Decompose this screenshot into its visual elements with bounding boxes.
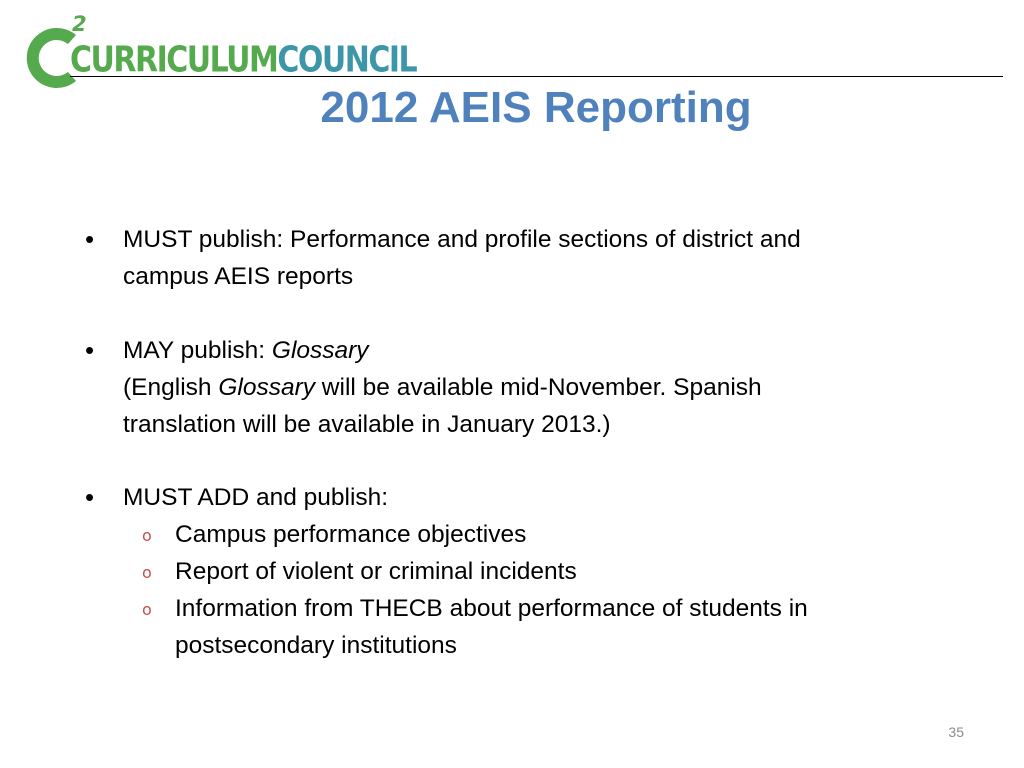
glossary-emphasis: Glossary xyxy=(271,337,369,364)
page-number: 35 xyxy=(948,724,964,740)
bullet-marker: • xyxy=(85,335,95,365)
bullet-item xyxy=(85,221,915,295)
bullet-text-segment: will be available mid-November. Spanish xyxy=(315,374,762,401)
glossary-emphasis: Glossary xyxy=(218,374,315,401)
sub-bullet-item xyxy=(123,516,915,553)
slide-title: 2012 AEIS Reporting xyxy=(320,83,752,132)
bullet-item xyxy=(85,479,915,664)
sub-bullet-item xyxy=(123,590,915,664)
logo-word-council: COUNCIL xyxy=(277,39,417,81)
sub-bullet-line: Information from THECB about performance of students in xyxy=(175,595,808,622)
sub-bullet-line: postsecondary institutions xyxy=(175,632,457,659)
bullet-text xyxy=(123,332,915,443)
sub-bullet-line: Report of violent or criminal incidents xyxy=(175,558,577,585)
bullet-line xyxy=(123,332,915,369)
sub-bullet-marker: o xyxy=(142,526,152,545)
sub-bullet-list xyxy=(123,516,915,664)
bullet-marker: • xyxy=(85,224,95,254)
bullet-line: MUST publish: Performance and profile sections of district and xyxy=(123,226,801,253)
sub-bullet-line: Campus performance objectives xyxy=(175,521,527,548)
bullet-item xyxy=(85,332,915,443)
bullet-text-segment: MAY publish: xyxy=(123,337,272,364)
logo-word-curriculum: CURRICULUM xyxy=(70,39,278,81)
sub-bullet-marker: o xyxy=(142,600,152,619)
sub-bullet-item xyxy=(123,553,915,590)
bullet-text-segment: (English xyxy=(123,374,219,401)
bullet-line xyxy=(123,369,915,406)
bullet-line: MUST ADD and publish: xyxy=(123,484,389,511)
bullet-line: translation will be available in January 2013.) xyxy=(123,411,611,438)
sub-bullet-marker: o xyxy=(142,563,152,582)
bullet-text xyxy=(123,479,915,664)
logo-superscript: 2 xyxy=(72,12,87,36)
bullet-marker: • xyxy=(85,482,95,512)
bullet-line: campus AEIS reports xyxy=(123,263,354,290)
bullet-text xyxy=(123,221,915,295)
